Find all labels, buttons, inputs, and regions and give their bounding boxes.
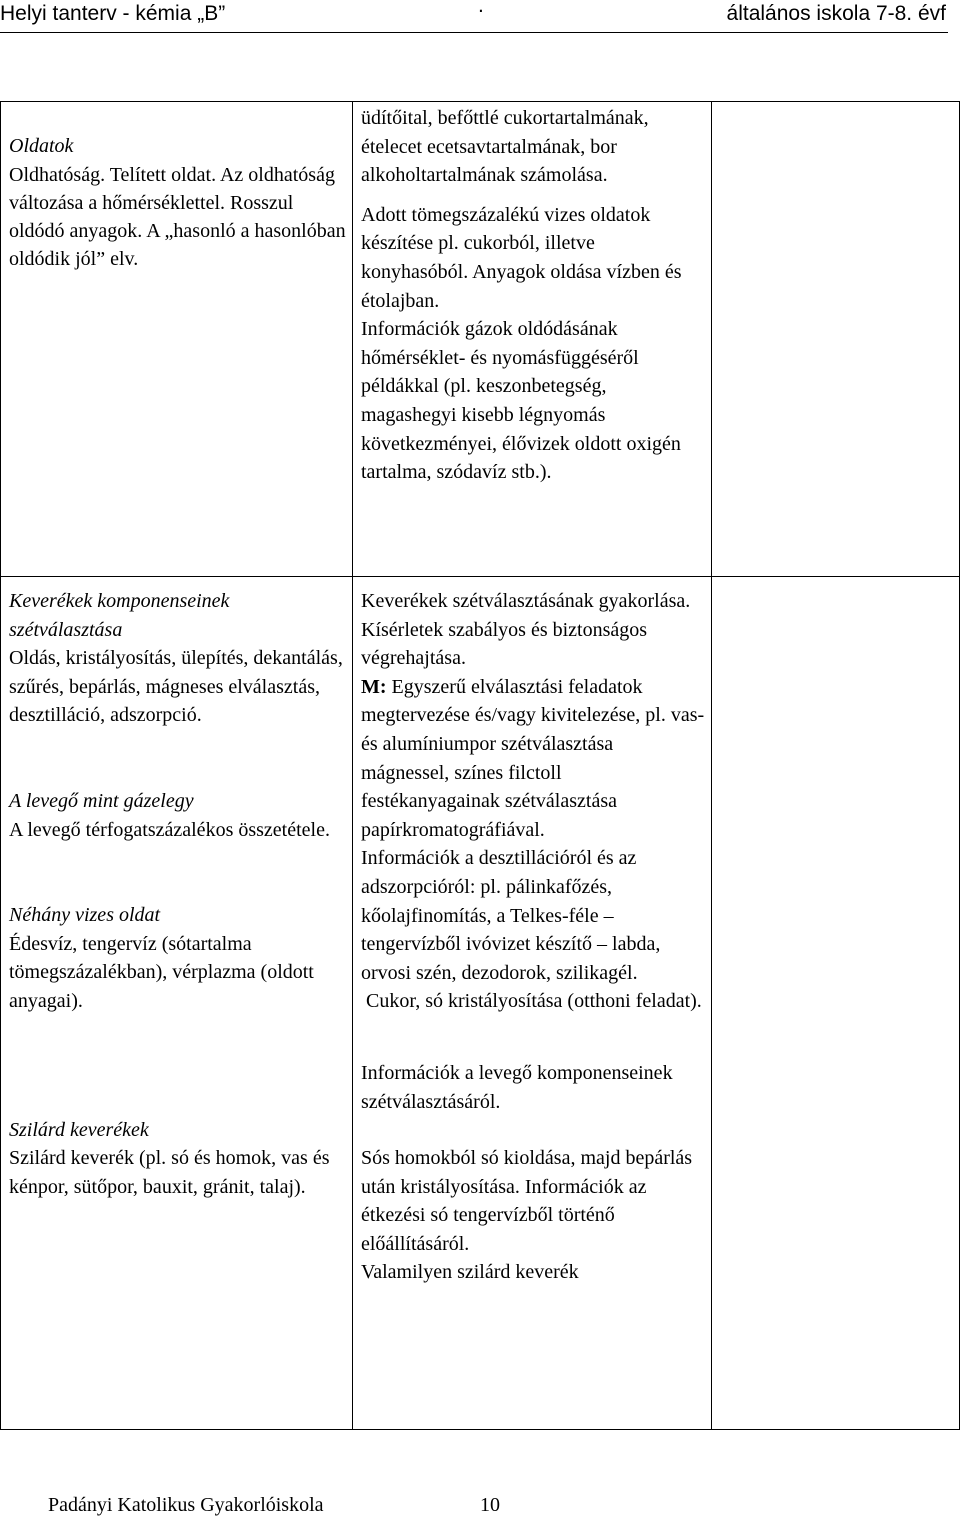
topic-text: A levegő térfogatszázalékos összetétele. — [9, 818, 330, 841]
section-title-oldatok: Oldatok — [9, 135, 74, 157]
section-title-szilard: Szilárd keverékek — [9, 1118, 149, 1141]
activity-text: Adott tömegszázalékú vizes oldatok készítése pl. cukorból, illetve konyhasóból. Anyagok oldása vízben és étolajban. — [361, 203, 682, 312]
page-header — [0, 0, 960, 40]
activity-text: Információk gázok oldódásának hőmérséklet- és nyomásfüggéséről példákkal (pl. keszonbetegség, magashegyi kisebb légnyomás következményei, élővizek oldott oxigén tartalma, szódavíz stb.). — [361, 318, 681, 484]
activity-text: Keverékek szétválasztásának gyakorlása. Kísérletek szabályos és biztonságos végrehajtása. — [361, 590, 691, 670]
header-grade: általános iskola 7-8. évf — [726, 2, 946, 25]
table-row — [1, 102, 960, 577]
header-title: Helyi tanterv - kémia „B” — [0, 2, 226, 25]
curriculum-table — [0, 101, 960, 1430]
activity-cell — [353, 577, 712, 1430]
topic-cell — [1, 577, 353, 1430]
section-title-vizes-oldat: Néhány vizes oldat — [9, 904, 161, 927]
activity-text — [361, 673, 705, 845]
page-number: 10 — [480, 1494, 500, 1516]
topic-cell — [1, 102, 353, 577]
empty-cell — [712, 102, 960, 577]
topic-text: Oldhatóság. Telített oldat. Az oldhatóság változása a hőmérséklettel. Rosszul oldódó anyagok. A „hasonló a hasonlóban oldódik jól” elv. — [9, 163, 346, 270]
page-footer — [48, 1494, 500, 1517]
activity-text: Sós homokból só kioldása, majd bepárlás után kristályosítása. Információk az étkezési só tengervízből történő előállításáról. — [361, 1147, 693, 1255]
footer-school: Padányi Katolikus Gyakorlóiskola — [48, 1494, 324, 1516]
header-dot: . — [478, 0, 484, 17]
activity-text: Cukor, só kristályosítása (otthoni feladat). — [361, 990, 702, 1013]
table-row — [1, 577, 960, 1430]
topic-text: Édesvíz, tengervíz (sótartalma tömegszázalékban), vérplazma (oldott anyagai). — [9, 932, 314, 1012]
section-title-keverekek: Keverékek komponenseinek szétválasztása — [9, 590, 230, 641]
m-text: Egyszerű elválasztási feladatok megtervezése és/vagy kivitelezése, pl. vas- és alumíniumpor szétválasztása mágnessel, színes filctoll festékanyagainak szétválasztása papírkromatográfiával. — [361, 675, 705, 841]
empty-cell — [712, 577, 960, 1430]
m-label: M: — [361, 675, 387, 698]
section-title-levego: A levegő mint gázelegy — [9, 789, 194, 812]
activity-cell — [353, 102, 712, 577]
activity-text: üdítőital, befőttlé cukortartalmának, ételecet ecetsavtartalmának, bor alkoholtartalmának számolása. — [361, 107, 649, 187]
topic-text: Szilárd keverék (pl. só és homok, vas és kénpor, sütőpor, bauxit, gránit, talaj). — [9, 1147, 330, 1198]
activity-text: Információk a desztillációról és az adszorpcióról: pl. pálinkafőzés, kőolajfinomítás, a Telkes-féle – tengervízből ivóvizet készítő – labda, orvosi szén, dezodorok, szilikagél. — [361, 847, 661, 984]
topic-text: Oldás, kristályosítás, ülepítés, dekantálás, szűrés, bepárlás, mágneses elválasztás, desztilláció, adszorpció. — [9, 647, 343, 727]
header-rule — [0, 32, 948, 33]
activity-text: Valamilyen szilárd keverék — [361, 1261, 579, 1284]
activity-text: Információk a levegő komponenseinek szétválasztásáról. — [361, 1061, 673, 1113]
